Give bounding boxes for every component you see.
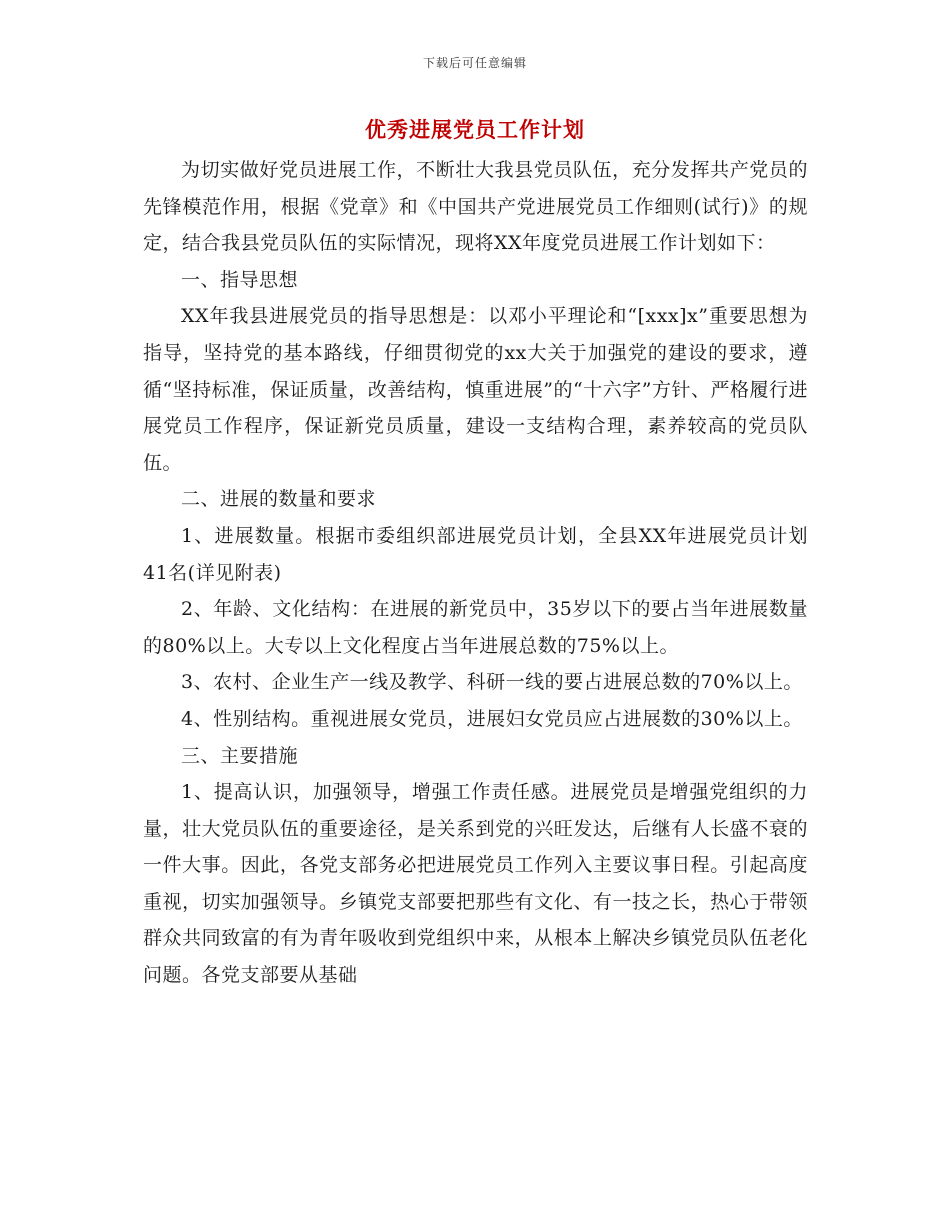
section-heading-guiding-thought: 一、指导思想 bbox=[181, 268, 299, 291]
paragraph-age-education: 2、年龄、文化结构：在进展的新党员中，35岁以下的要占当年进展数量的80%以上。大专以上文化程度占当年进展总数的75%以上。 bbox=[143, 598, 808, 657]
paragraph-intro: 为切实做好党员进展工作，不断壮大我县党员队伍，充分发挥共产党员的先锋模范作用，根据《党章》和《中国共产党进展党员工作细则(试行)》的规定，结合我县党员队伍的实际情况，现将XX年度党员进展工作计划如下： bbox=[143, 159, 808, 255]
paragraph-guiding-thought: XX年我县进展党员的指导思想是：以邓小平理论和“[xxx]x”重要思想为指导，坚持党的基本路线，仔细贯彻党的xx大关于加强党的建设的要求，遵循“坚持标准，保证质量，改善结构，慎重进展”的“十六字”方针、严格履行进展党员工作程序，保证新党员质量，建设一支结构合理，素养较高的党员队伍。 bbox=[143, 305, 808, 474]
section-heading-main-measures: 三、主要措施 bbox=[181, 744, 299, 767]
section-heading-quantity-requirements: 二、进展的数量和要求 bbox=[181, 488, 377, 511]
paragraph-gender: 4、性别结构。重视进展女党员，进展妇女党员应占进展数的30%以上。 bbox=[181, 707, 803, 730]
paragraph-frontline: 3、农村、企业生产一线及教学、科研一线的要占进展总数的70%以上。 bbox=[181, 671, 803, 694]
paragraph-quantity: 1、进展数量。根据市委组织部进展党员计划，全县XX年进展党员计划41名(详见附表) bbox=[143, 524, 808, 584]
document-title: 优秀进展党员工作计划 bbox=[365, 117, 585, 142]
header-note: 下载后可任意编辑 bbox=[422, 56, 527, 70]
document-body bbox=[143, 152, 808, 994]
paragraph-measure-1: 1、提高认识，加强领导，增强工作责任感。进展党员是增强党组织的力量，壮大党员队伍的重要途径，是关系到党的兴旺发达，后继有人长盛不衰的一件大事。因此，各党支部务必把进展党员工作列入主要议事日程。引起高度重视，切实加强领导。乡镇党支部要把那些有文化、有一技之长，热心于带领群众共同致富的有为青年吸收到党组织中来，从根本上解决乡镇党员队伍老化问题。各党支部要从基础 bbox=[143, 781, 808, 987]
